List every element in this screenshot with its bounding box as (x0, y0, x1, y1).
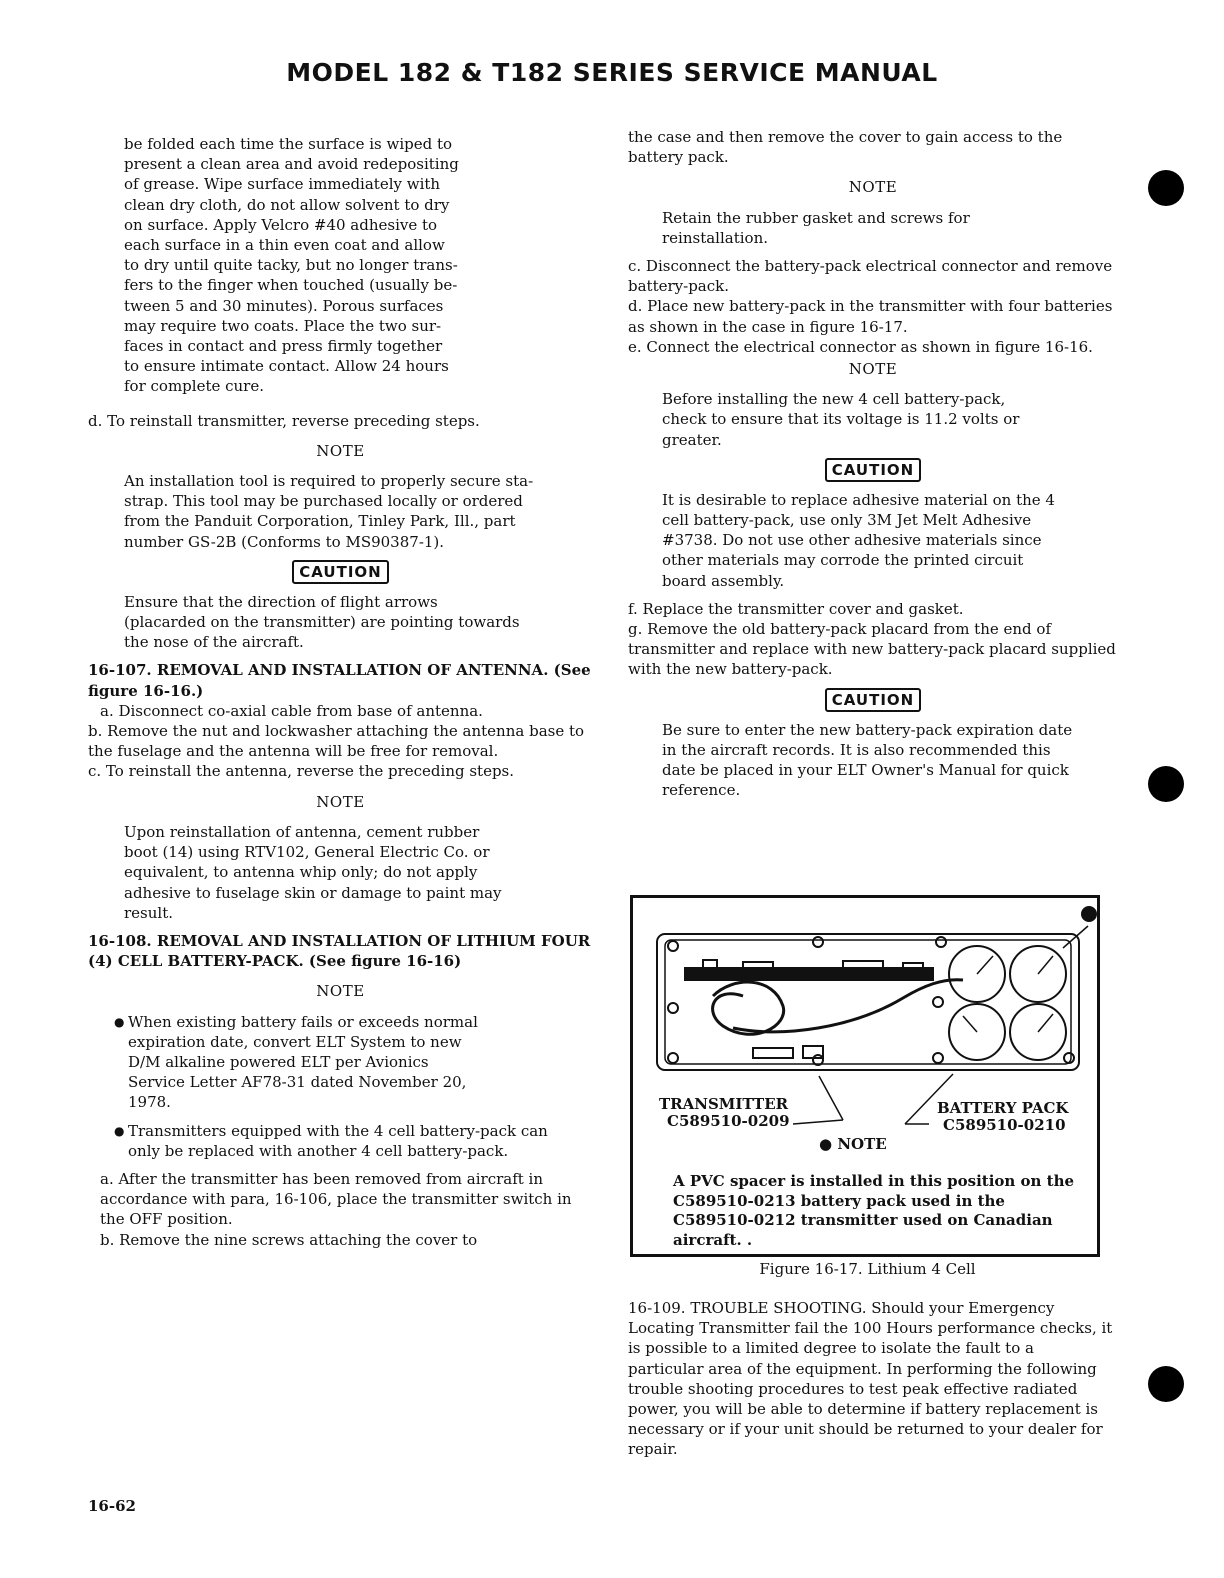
note-heading: NOTE (848, 360, 898, 379)
note-heading: NOTE (848, 178, 898, 197)
step-g: g. Remove the old battery-pack placard from the end of transmitter and replace with new battery-pack placard supplied with the new battery-pack. (628, 620, 1116, 679)
left-column (88, 134, 593, 1250)
transmitter-part-number: C589510-0209 (667, 1112, 790, 1130)
step-f: f. Replace the transmitter cover and gasket. (628, 599, 964, 618)
bullet-icon: ● (819, 1135, 838, 1153)
section-16-107-heading: 16-107. REMOVAL AND INSTALLATION OF ANTENNA. (See figure 16-16.) (88, 661, 591, 700)
section-16-108-step-a: a. After the transmitter has been removed from aircraft in accordance with para, 16-106, place the transmitter switch in the OFF position. (100, 1169, 572, 1229)
caution-body: Ensure that the direction of flight arrows (placarded on the transmitter) are pointing towards the nose of the aircraft. (124, 592, 520, 652)
step-d: d. Place new battery-pack in the transmitter with four batteries as shown in the case in figure 16-17. (628, 297, 1113, 336)
section-16-108-step-b: b. Remove the nine screws attaching the cover to (100, 1230, 478, 1249)
section-16-109-text: 16-109. TROUBLE SHOOTING. Should your Emergency Locating Transmitter fail the 100 Hours performance checks, it is possible to a limited degree to isolate the fault to a particular area of the equipment. In performing the following trouble shooting procedures to test peak effective radiated power, you will be able to determine if battery replacement is necessary or if your unit should be returned to your dealer for repair. (628, 1299, 1113, 1459)
paragraph-line: fers to the finger when touched (usually be- (124, 276, 458, 295)
paragraph-line: may require two coats. Place the two sur- (124, 316, 442, 335)
section-16-107-step-c: c. To reinstall the antenna, reverse the preceding steps. (88, 762, 515, 781)
step-d-reinstall: d. To reinstall transmitter, reverse preceding steps. (88, 411, 480, 430)
paragraph-line: to ensure intimate contact. Allow 24 hours (124, 357, 449, 376)
section-16-107-step-b: b. Remove the nut and lockwasher attaching the antenna base to the fuselage and the antenna will be free for removal. (88, 722, 585, 761)
paragraph-line: on surface. Apply Velcro #40 adhesive to (124, 215, 438, 234)
punch-hole-icon (1148, 766, 1184, 802)
battery-pack-label-text: BATTERY PACK (937, 1099, 1069, 1117)
note-body: Before installing the new 4 cell battery-pack, check to ensure that its voltage is 11.2 volts or greater. (662, 390, 1020, 449)
page-title: MODEL 182 & T182 SERIES SERVICE MANUAL (286, 58, 938, 87)
note-heading: NOTE (316, 441, 365, 460)
note-body: An installation tool is required to properly secure sta-strap. This tool may be purchased locally or ordered from the Panduit Corporation, Tinley Park, Ill., part number GS-2B (Conforms to MS90387-1). (124, 472, 534, 551)
caution-label: CAUTION (292, 560, 388, 584)
note-heading: NOTE (316, 792, 365, 811)
right-column (628, 127, 1118, 800)
note-heading: NOTE (316, 982, 365, 1001)
figure-caption: Figure 16-17. Lithium 4 Cell (759, 1260, 976, 1278)
paragraph-line: faces in contact and press firmly together (124, 337, 443, 356)
figure-16-17 (630, 895, 1100, 1257)
note-bullet: ● When existing battery fails or exceeds normal expiration date, convert ELT System to new D/M alkaline powered ELT per Avionics Service Letter AF78-31 dated November 20, 1978. (114, 1012, 488, 1113)
paragraph-line: be folded each time the surface is wiped to (124, 135, 453, 153)
note-bullet: ● Transmitters equipped with the 4 cell battery-pack can only be replaced with another 4 cell battery-pack. (114, 1121, 568, 1161)
figure-note-body: A PVC spacer is installed in this position on the C589510-0213 battery pack used in the C589510-0212 transmitter used on Canadian aircraft. . (673, 1172, 1075, 1249)
note-body: Retain the rubber gasket and screws for reinstallation. (662, 208, 970, 247)
paragraph-line: clean dry cloth, do not allow solvent to dry (124, 195, 450, 214)
step-e: e. Connect the electrical connector as shown in figure 16-16. (628, 337, 1093, 356)
transmitter-label-text: TRANSMITTER (659, 1095, 789, 1113)
punch-hole-icon (1148, 170, 1184, 206)
section-16-108-heading: 16-108. REMOVAL AND INSTALLATION OF LITHIUM FOUR (4) CELL BATTERY-PACK. (See figure 16-16) (88, 931, 591, 971)
transmitter-label (659, 1096, 790, 1130)
page-number: 16-62 (88, 1497, 136, 1515)
step-c: c. Disconnect the battery-pack electrical connector and remove battery-pack. (628, 257, 1113, 296)
section-16-107-step-a: a. Disconnect co-axial cable from base of antenna. (100, 701, 483, 720)
note-body: Upon reinstallation of antenna, cement rubber boot (14) using RTV102, General Electric Co. or equivalent, to antenna whip only; do not apply adhesive to fuselage skin or damage to paint may result. (124, 822, 502, 922)
section-16-109 (628, 1298, 1113, 1460)
punch-hole-icon (1148, 1366, 1184, 1402)
paragraph-line: tween 5 and 30 minutes). Porous surfaces (124, 296, 444, 315)
paragraph-line: present a clean area and avoid redepositing (124, 155, 459, 174)
paragraph-line: of grease. Wipe surface immediately with (124, 175, 441, 194)
paragraph-continued (88, 134, 593, 397)
battery-pack-part-number: C589510-0210 (943, 1116, 1066, 1134)
caution-body: It is desirable to replace adhesive material on the 4 cell battery-pack, use only 3M Jet Melt Adhesive #3738. Do not use other adhesive materials since other materials may corrode the printed circuit board assembly. (662, 490, 1055, 590)
paragraph-continued: the case and then remove the cover to gain access to the battery pack. (628, 128, 1063, 167)
paragraph-line: to dry until quite tacky, but no longer trans- (124, 256, 458, 275)
caution-body: Be sure to enter the new battery-pack expiration date in the aircraft records. It is also recommended this date be placed in your ELT Owner's Manual for quick reference. (662, 720, 1073, 800)
caution-label: CAUTION (825, 688, 921, 712)
figure-note-heading (819, 1136, 887, 1153)
caution-label: CAUTION (825, 458, 921, 482)
battery-pack-label (937, 1100, 1068, 1134)
figure-note-heading-text: NOTE (837, 1135, 887, 1153)
paragraph-line: for complete cure. (124, 377, 265, 396)
paragraph-line: each surface in a thin even coat and allow (124, 236, 445, 255)
